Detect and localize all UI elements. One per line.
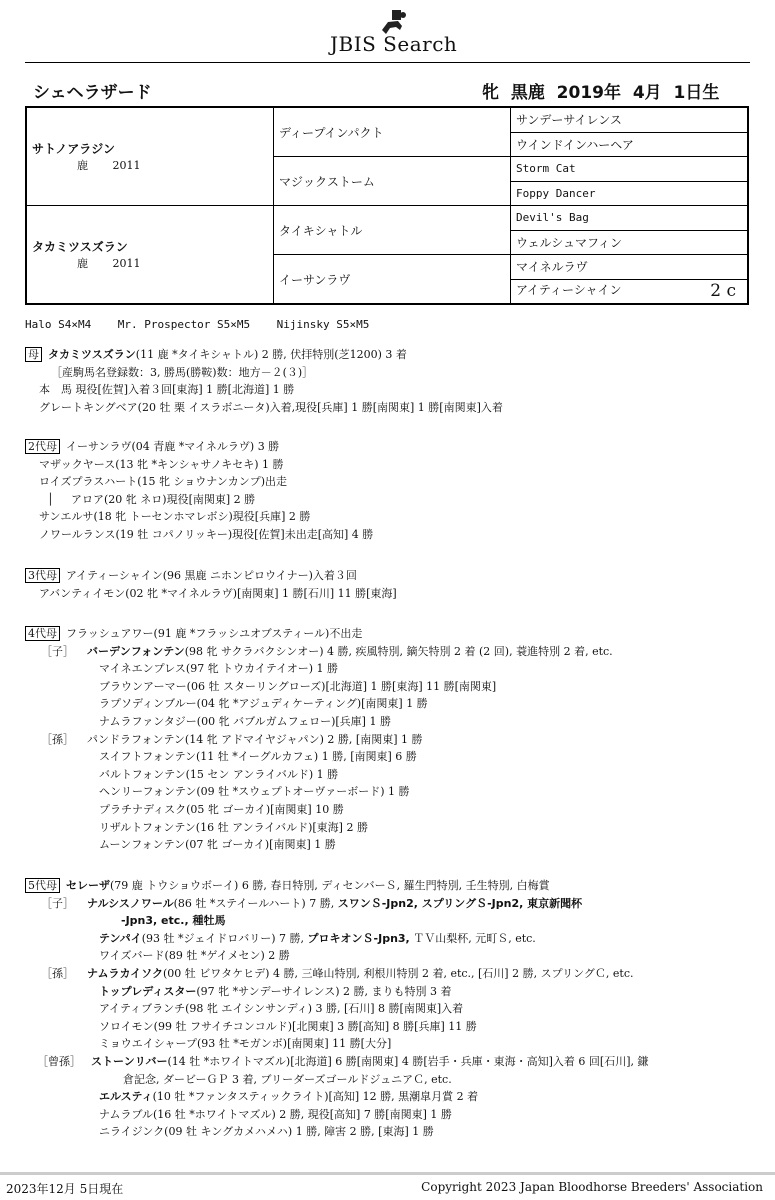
dam2-line[interactable]: マザックヤース(13 牝 *キンシャサノキセキ) 1 勝 — [39, 457, 284, 471]
dam2-line — [25, 491, 373, 509]
dam5-child-graded: スワンＳ-Jpn2, スプリングＳ-Jpn2, 東京新聞杯 — [337, 896, 583, 910]
dam5-child-record: (93 牡 *ジェイドロバリー) 7 勝, — [141, 931, 305, 945]
dam4-grandchild[interactable]: ムーンフォンテン(07 牝 ゴーカイ)[南関東] 1 勝 — [99, 838, 336, 852]
dam1-line[interactable]: グレートキングベア(20 牡 栗 イスラボニータ)入着,現役[兵庫] 1 勝[南関東] 1 勝[南関東]入着 — [39, 400, 503, 414]
dam5-ggchild-record: (10 牡 *ファンタスティックライト)[高知] 12 勝, 黒潮皐月賞 2 着 — [152, 1090, 479, 1104]
dam5-ggchild-record: (14 牡 *ホワイトマズル)[北海道] 6 勝[南関東] 4 勝[岩手・兵庫・東海・高知]入着 6 回[石川], 鎌 — [167, 1054, 649, 1068]
dam4-grandchild[interactable]: パンドラフォンテン(14 牝 アドマイヤジャパン) 2 勝, [南関東] 1 勝 — [87, 732, 423, 746]
dam5-grandchild-name[interactable]: ナムラカイソク — [87, 966, 164, 980]
ped-g3-name: アイティーシャイン — [516, 283, 622, 298]
dam1-section — [25, 346, 503, 416]
pedigree-table — [25, 106, 749, 305]
dam2-label: 2代母 — [25, 439, 60, 454]
dam1-line: 本 馬 現役[佐賀]入着３回[東海] 1 勝[北海道] 1 勝 — [39, 383, 295, 397]
dam4-grandchild[interactable]: ヘンリーフォンテン(09 牡 *スウェプトオーヴァーボード) 1 勝 — [99, 785, 410, 799]
dam4-child[interactable]: マイネエンプレス(97 牝 トウカイテイオー) 1 勝 — [99, 662, 339, 676]
dam5-ggchild-name[interactable]: エルスティ — [99, 1090, 153, 1104]
dam2-line[interactable]: ノワールランス(19 牡 コパノリッキー)現役[佐賀]未出走[高知] 4 勝 — [39, 527, 374, 541]
ped-g3-cell: ウェルシュマフィン — [511, 230, 749, 255]
sire-cell — [26, 107, 274, 206]
dam3-label: 3代母 — [25, 568, 60, 583]
dam4-section — [25, 625, 613, 854]
dam4-child[interactable]: ナムラファンタジー(00 牝 バブルガムフェロー)[兵庫] 1 勝 — [99, 714, 391, 728]
ped-g3-cell: Devil's Bag — [511, 206, 749, 231]
dam5-ggchild[interactable]: ナムラブル(16 牡 *ホワイトマズル) 2 勝, 現役[高知] 7 勝[南関東] 1 勝 — [99, 1107, 452, 1121]
dam1-label: 母 — [25, 347, 42, 362]
horse-name: シェヘラザード — [33, 83, 152, 103]
dam4-grandchild[interactable]: リザルトフォンテン(16 牡 アンライバルド)[東海] 2 勝 — [99, 820, 368, 834]
ped-g2-cell: タイキシャトル — [274, 206, 511, 255]
ped-g3-cell: Storm Cat — [511, 157, 749, 182]
dam1-name[interactable]: タカミツスズラン — [48, 348, 136, 361]
dam5-child-record2: ＴＶ山梨杯, 元町Ｓ, etc. — [413, 931, 536, 945]
dam4-grandchild[interactable]: プラチナディスク(05 牝 ゴーカイ)[南関東] 10 勝 — [99, 802, 344, 816]
dam5-grandchild[interactable]: ミョウエイシャープ(93 牡 *モガンボ)[南関東] 11 勝[大分] — [99, 1037, 392, 1051]
dam5-child[interactable]: ワイズバード(89 牡 *ゲイメセン) 2 勝 — [99, 949, 290, 963]
dam4-child[interactable]: ブラウンアーマー(06 牡 スターリングローズ)[北海道] 1 勝[東海] 11 勝[南関東] — [99, 679, 497, 693]
dam4-child-record: (98 牝 サクラバクシンオー) 4 勝, 疾風特別, 鏑矢特別 2 着 (2 回), 蓑進特別 2 着, etc. — [184, 644, 613, 658]
dam5-section — [25, 877, 649, 1141]
ped-g2-cell: ディープインパクト — [274, 107, 511, 157]
grandchild-label: ［孫］ — [41, 966, 74, 980]
dam5-grandchild[interactable]: ソロイモン(99 牡 フサイチコンコルド)[北関東] 3 勝[高知] 8 勝[兵庫] 11 勝 — [99, 1019, 477, 1033]
dam5-label: 5代母 — [25, 878, 60, 893]
dam-coat-year: 鹿 2011 — [77, 257, 141, 270]
dam5-record: (79 鹿 トウショウボーイ) 6 勝, 春日特別, ディセンバーＳ, 羅生門特別, 壬生特別, 白梅賞 — [110, 879, 550, 892]
progeny-summary: ［産駒馬名登録数：3, 勝馬(勝鞍)数：地方－２(３)］ — [51, 365, 314, 379]
footer-rule — [0, 1172, 775, 1175]
dam4-child[interactable]: ラプソディンブルー(04 牝 *アジュディケーティング)[南関東] 1 勝 — [99, 697, 428, 711]
ped-g3-cell — [511, 279, 749, 304]
dam2-line[interactable]: ロイズプラスハート(15 牝 ショウナンカンプ)出走 — [39, 475, 288, 489]
header-rule — [25, 62, 750, 63]
dam5-child-name[interactable]: テンパイ — [99, 931, 142, 945]
child-label: ［子］ — [41, 896, 74, 910]
dam3-head[interactable]: アイティーシャイン(96 黒鹿 ニホンピロウイナー)入着３回 — [66, 569, 357, 582]
ped-g2-cell: マジックストーム — [274, 157, 511, 206]
dam5-grandchild-record: (00 牡 ビワタケヒデ) 4 勝, 三峰山特別, 利根川特別 2 着, etc., [石川] 2 勝, スプリングＣ, etc. — [163, 966, 634, 980]
dam5-child-record: (86 牡 *ステイールハート) 7 勝, — [173, 896, 335, 910]
dam4-head[interactable]: フラッシュアワー(91 鹿 *フラッシユオブスティール)不出走 — [66, 627, 363, 640]
ped-g2-cell: イーサンラヴ — [274, 255, 511, 305]
dam4-grandchild[interactable]: バルトフォンテン(15 セン アンライバルド) 1 勝 — [99, 767, 339, 781]
dam5-child-cont: -Jpn3, etc., 種牡馬 — [121, 914, 226, 928]
family-tag: 2 c — [710, 281, 736, 302]
dam5-ggchild[interactable]: ニライジンク(09 牡 キングカメハメハ) 1 勝, 障害 2 勝, [東海] 1 勝 — [99, 1125, 434, 1139]
great-grandchild-label: ［曾孫］ — [37, 1054, 81, 1068]
grandchild-label: ［孫］ — [41, 732, 74, 746]
dam3-line[interactable]: アバンティイモン(02 牝 *マイネルラヴ)[南関東] 1 勝[石川] 11 勝[東海] — [39, 586, 397, 600]
dam4-child-name[interactable]: バーデンフォンテン — [87, 644, 185, 658]
dam5-grandchild[interactable]: アイティブランチ(98 牝 エイシンサンディ) 3 勝, [石川] 8 勝[南関東]入着 — [99, 1002, 464, 1016]
dam1-record: (11 鹿 *タイキシャトル) 2 勝, 伏拝特別(芝1200) 3 着 — [135, 348, 407, 361]
dam5-ggchild-name[interactable]: ストーンリバー — [91, 1054, 168, 1068]
horse-info: 牝 黒鹿 2019年 4月 1日生 — [482, 83, 720, 103]
copyright: Copyright 2023 Japan Bloodhorse Breeders' Association — [421, 1180, 763, 1194]
tree-connector: │ — [47, 492, 54, 506]
site-logo[interactable] — [0, 4, 775, 56]
dam-cell — [26, 206, 274, 305]
dam2-line-text[interactable]: アロア(20 牝 ネロ)現役[南関東] 2 勝 — [71, 492, 256, 506]
dam-name: タカミツスズラン — [32, 240, 128, 254]
as-of-date: 2023年12月 5日現在 — [6, 1182, 124, 1196]
dam5-grandchild-record: (97 牝 *サンデーサイレンス) 2 勝, まりも特別 3 着 — [196, 984, 452, 998]
dam2-head[interactable]: イーサンラヴ(04 青鹿 *マイネルラヴ) 3 勝 — [66, 440, 280, 453]
inbreeding-crosses: Halo S4×M4 Mr. Prospector S5×M5 Nijinsky S5×M5 — [25, 318, 370, 331]
dam5-child-graded: プロキオンＳ-Jpn3, — [307, 931, 410, 945]
dam5-ggchild-cont: 倉記念, ダービーＧＰ 3 着, ブリーダーズゴールドジュニアＣ, etc. — [123, 1072, 452, 1086]
ped-g3-cell: マイネルラヴ — [511, 255, 749, 280]
dam2-section — [25, 438, 373, 544]
dam3-section — [25, 567, 397, 602]
dam5-grandchild-name[interactable]: トップレディスター — [99, 984, 197, 998]
dam4-label: 4代母 — [25, 626, 60, 641]
dam5-child-name[interactable]: ナルシスノワール — [87, 896, 174, 910]
sire-name: サトノアラジン — [32, 142, 115, 156]
ped-g3-cell: サンデーサイレンス — [511, 107, 749, 132]
ped-g3-cell: ウインドインハーヘア — [511, 132, 749, 157]
dam2-line[interactable]: サンエルサ(18 牝 トーセンホマレボシ)現役[兵庫] 2 勝 — [39, 510, 311, 524]
ped-g3-cell: Foppy Dancer — [511, 181, 749, 206]
dam4-grandchild[interactable]: スイフトフォンテン(11 牡 *イーグルカフェ) 1 勝, [南関東] 6 勝 — [99, 750, 417, 764]
logo-text: JBIS Search — [330, 32, 458, 56]
child-label: ［子］ — [41, 644, 74, 658]
dam5-name[interactable]: セレーザ — [66, 879, 110, 892]
sire-coat-year: 鹿 2011 — [77, 159, 141, 172]
